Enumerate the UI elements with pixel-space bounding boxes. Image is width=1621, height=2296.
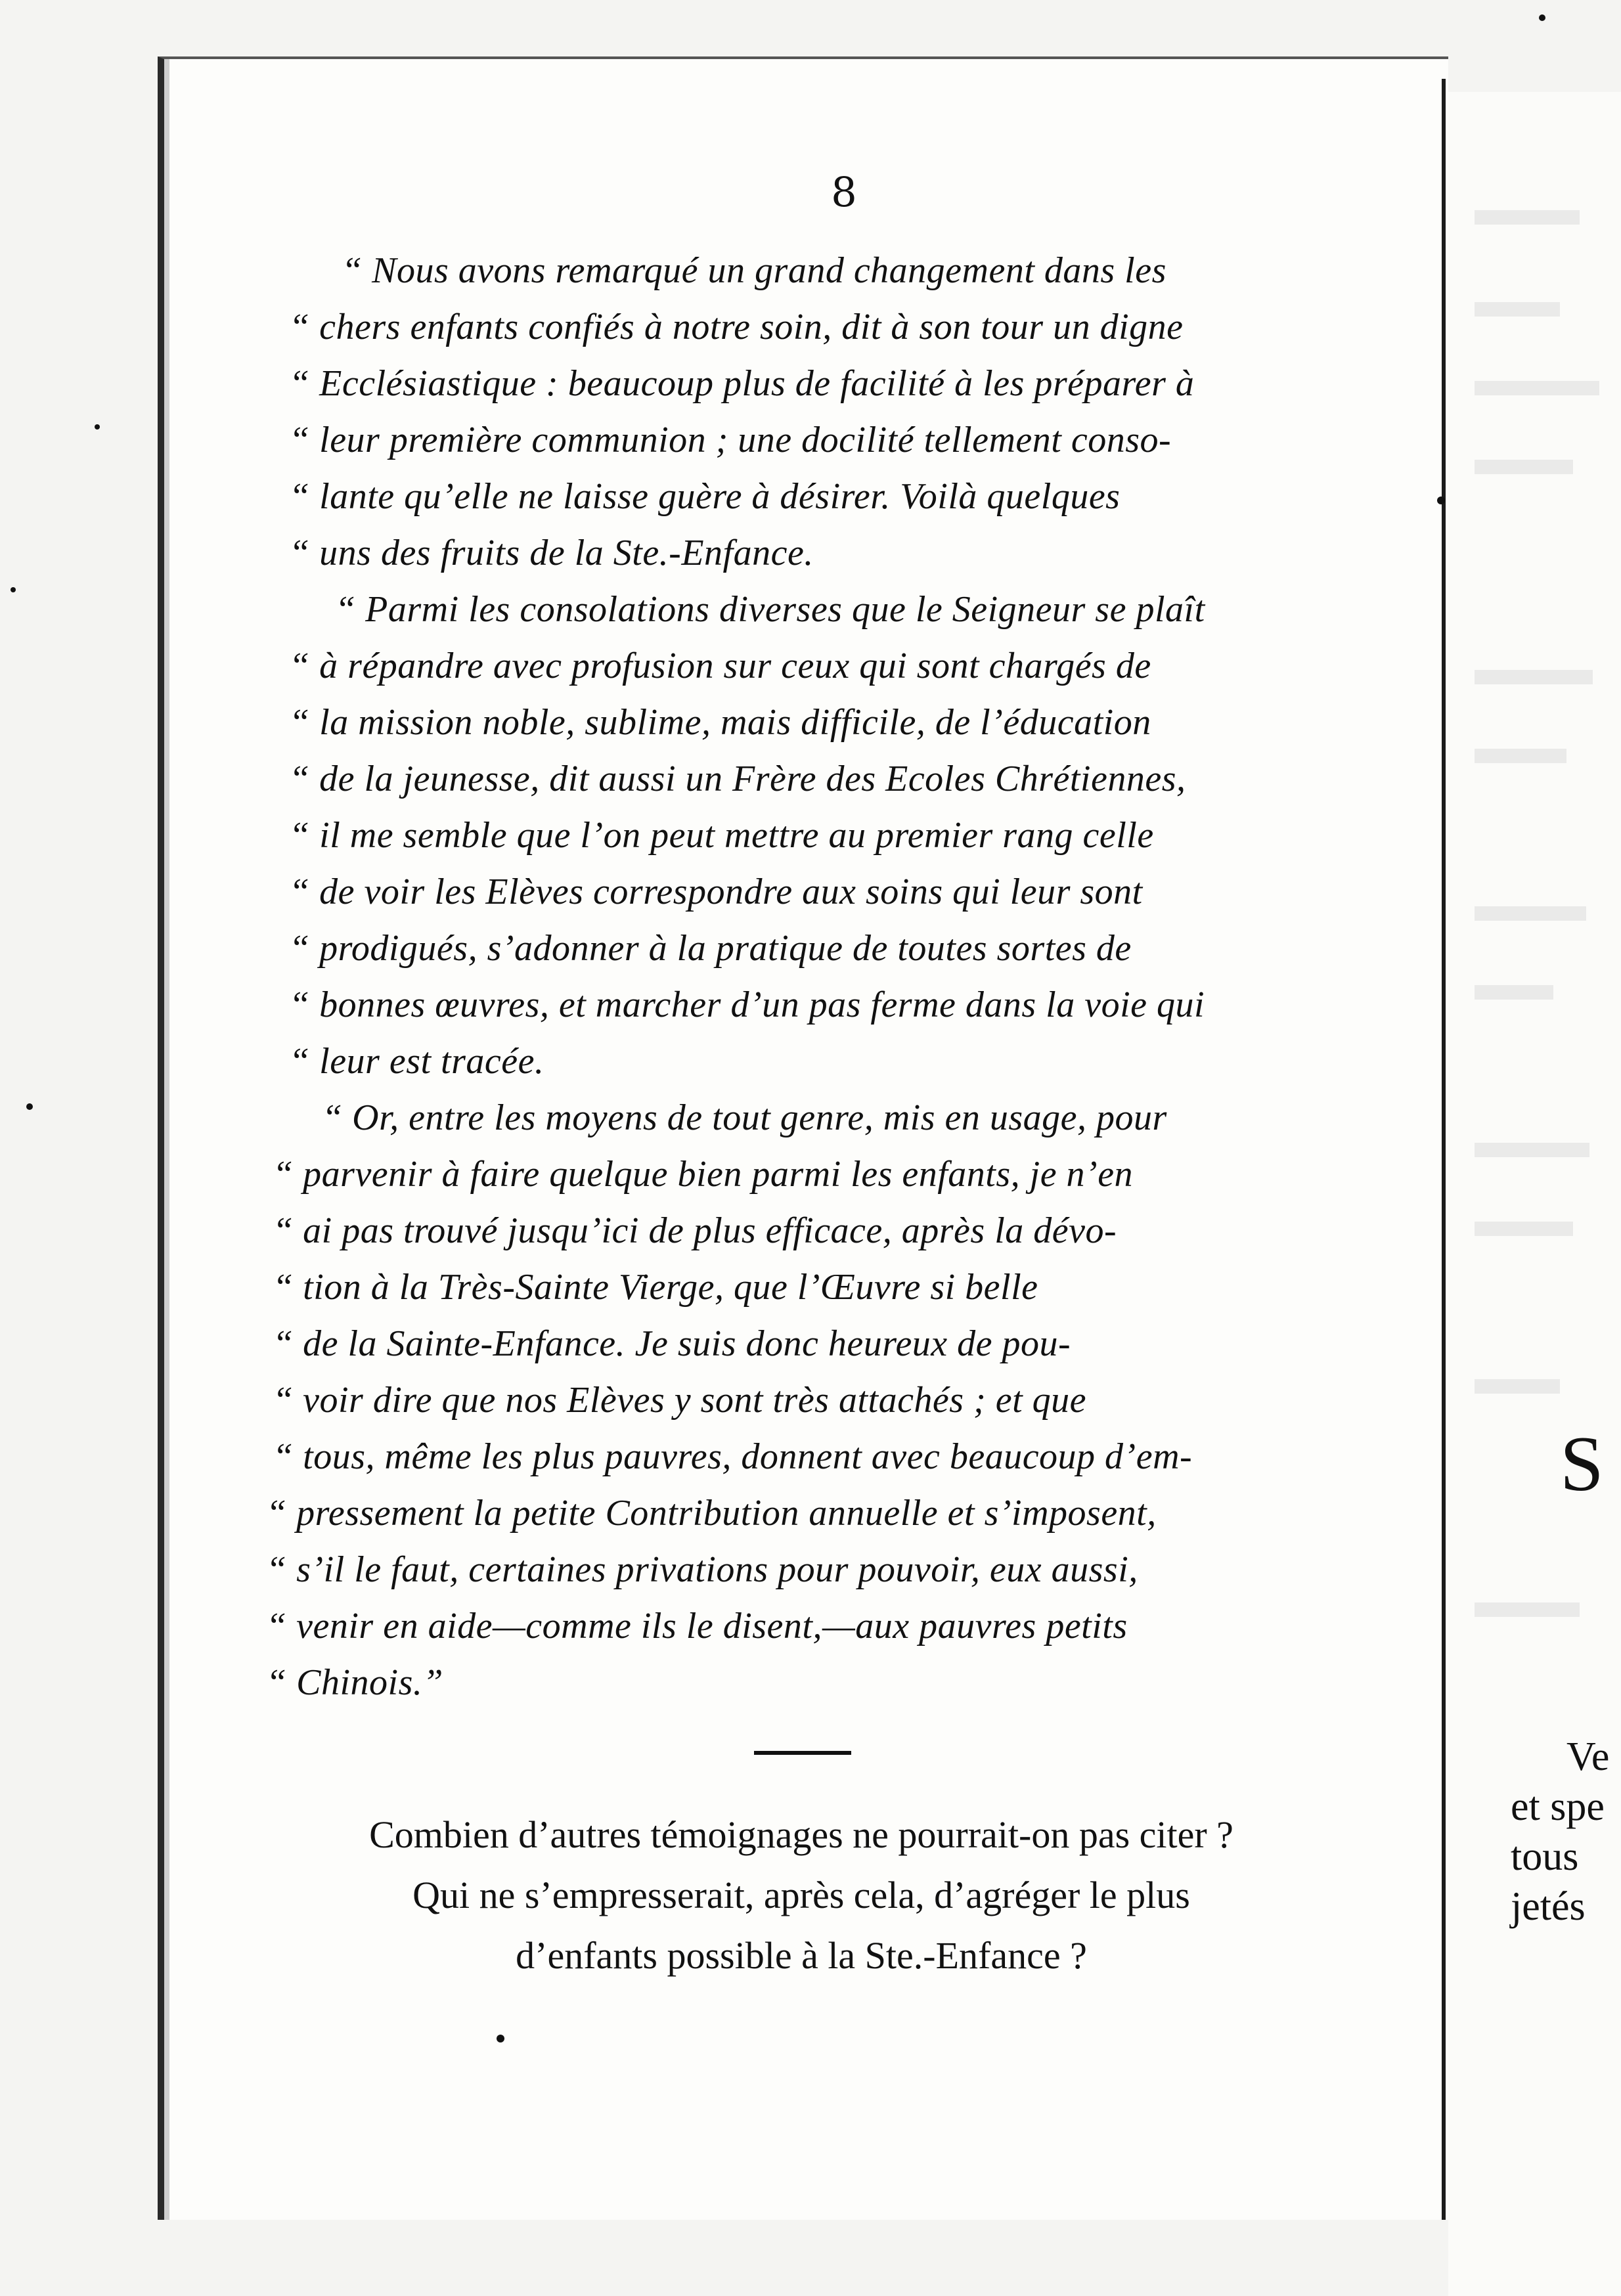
quote-line: “ il me semble que l’on peut mettre au premier rang celle xyxy=(289,815,1154,856)
section-divider xyxy=(754,1751,851,1755)
quote-line: “ venir en aide—comme ils le disent,—aux pauvres petits xyxy=(266,1606,1128,1646)
quote-line: “ s’il le faut, certaines privations pour pouvoir, eux aussi, xyxy=(266,1549,1138,1590)
quote-line: “ pressement la petite Contribution annuelle et s’imposent, xyxy=(266,1493,1157,1534)
quote-line: “ à répandre avec profusion sur ceux qui sont chargés de xyxy=(289,646,1151,686)
ink-speck xyxy=(1539,14,1545,21)
quote-line: “ de la jeunesse, dit aussi un Frère des Ecoles Chrétiennes, xyxy=(289,759,1186,799)
quote-line: “ leur est tracée. xyxy=(289,1041,544,1082)
ink-speck xyxy=(95,424,100,430)
quote-line: “ de la Sainte-Enfance. Je suis donc heureux de pou- xyxy=(273,1323,1071,1364)
ink-speck xyxy=(26,1103,33,1110)
page-number: 8 xyxy=(831,168,857,216)
quote-line: “ leur première communion ; une docilité tellement conso- xyxy=(289,420,1172,460)
quote-line: “ Or, entre les moyens de tout genre, mis en usage, pour xyxy=(322,1097,1167,1138)
next-page-line: Ve xyxy=(1566,1734,1610,1779)
quote-line: “ Chinois.” xyxy=(266,1662,444,1703)
quote-line: “ tous, même les plus pauvres, donnent avec beaucoup d’em- xyxy=(273,1436,1193,1477)
next-page-line: et spe xyxy=(1511,1784,1605,1829)
quote-line: “ uns des fruits de la Ste.-Enfance. xyxy=(289,533,814,573)
quote-line: “ ai pas trouvé jusqu’ici de plus efficace, après la dévo- xyxy=(273,1210,1117,1251)
quote-line: “ lante qu’elle ne laisse guère à désirer. Voilà quelques xyxy=(289,476,1121,517)
next-page-heading-letter: S xyxy=(1560,1420,1604,1507)
quote-line: “ bonnes œuvres, et marcher d’un pas ferme dans la voie qui xyxy=(289,984,1205,1025)
ink-speck xyxy=(11,587,16,592)
page-fold xyxy=(1442,79,1446,2220)
quote-line: “ Ecclésiastique : beaucoup plus de facilité à les préparer à xyxy=(289,363,1195,404)
quote-line: “ prodigués, s’adonner à la pratique de toutes sortes de xyxy=(289,928,1132,969)
right-page-edge xyxy=(1448,92,1621,2296)
ink-speck xyxy=(1437,497,1445,504)
next-page-line: jetés xyxy=(1511,1884,1586,1929)
quote-line: “ parvenir à faire quelque bien parmi les enfants, je n’en xyxy=(273,1154,1134,1195)
quote-line: “ de voir les Elèves correspondre aux soins qui leur sont xyxy=(289,872,1143,912)
quote-line: “ tion à la Très-Sainte Vierge, que l’Œuvre si belle xyxy=(273,1267,1038,1308)
next-page-line: tous xyxy=(1511,1834,1579,1879)
quote-line: “ Parmi les consolations diverses que le Seigneur se plaît xyxy=(335,589,1205,630)
quote-line: “ chers enfants confiés à notre soin, dit à son tour un digne xyxy=(289,307,1184,347)
conclusion-line: Combien d’autres témoignages ne pourrait-on pas citer ? xyxy=(369,1813,1233,1856)
quote-line: “ Nous avons remarqué un grand changement dans les xyxy=(342,250,1166,291)
quote-line: “ la mission noble, sublime, mais difficile, de l’éducation xyxy=(289,702,1151,743)
conclusion-line: Qui ne s’empresserait, après cela, d’agréger le plus xyxy=(412,1874,1190,1916)
conclusion-line: d’enfants possible à la Ste.-Enfance ? xyxy=(516,1934,1087,1977)
quote-line: “ voir dire que nos Elèves y sont très attachés ; et que xyxy=(273,1380,1086,1421)
ink-speck xyxy=(497,2035,504,2042)
